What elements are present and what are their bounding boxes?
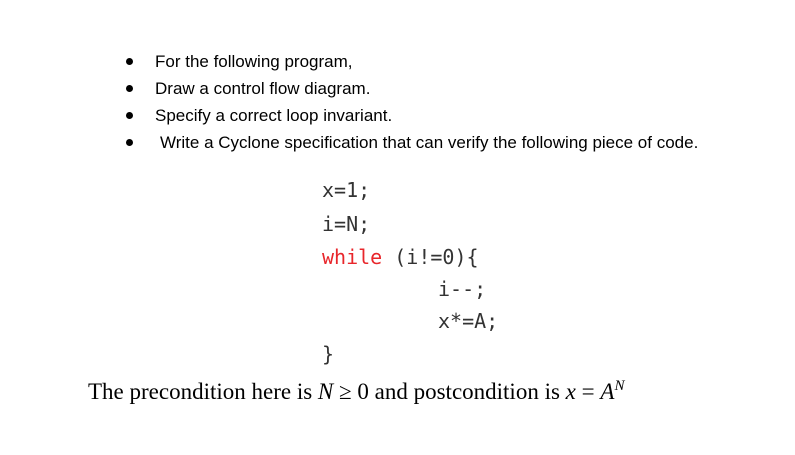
code-line: i=N; [322,212,371,236]
post-base: A [600,379,615,404]
footer-text: and postcondition is [368,379,566,404]
bullet-dot-icon [126,112,133,119]
code-line-while [322,245,479,269]
post-exponent: N [614,378,625,394]
code-line: x*=A; [438,309,499,333]
code-line: i--; [438,277,487,301]
post-variable: x [565,379,576,404]
task-text: Specify a correct loop invariant. [155,106,393,125]
post-operator: = [575,379,601,404]
task-text: Write a Cyclone specification that can verify the following piece of code. [160,133,699,152]
conditions-statement [88,378,624,405]
footer-text: The precondition here is [88,379,318,404]
task-text: Draw a control flow diagram. [155,79,371,98]
while-keyword: while [322,245,383,269]
code-line: } [322,342,335,366]
bullet-dot-icon [126,58,133,65]
pre-operator: ≥ 0 [333,379,369,404]
code-line: x=1; [322,178,371,202]
while-condition: (i!=0){ [382,245,479,269]
task-text: For the following program, [155,52,353,71]
bullet-dot-icon [126,139,133,146]
pre-variable: N [317,379,334,404]
bullet-dot-icon [126,85,133,92]
